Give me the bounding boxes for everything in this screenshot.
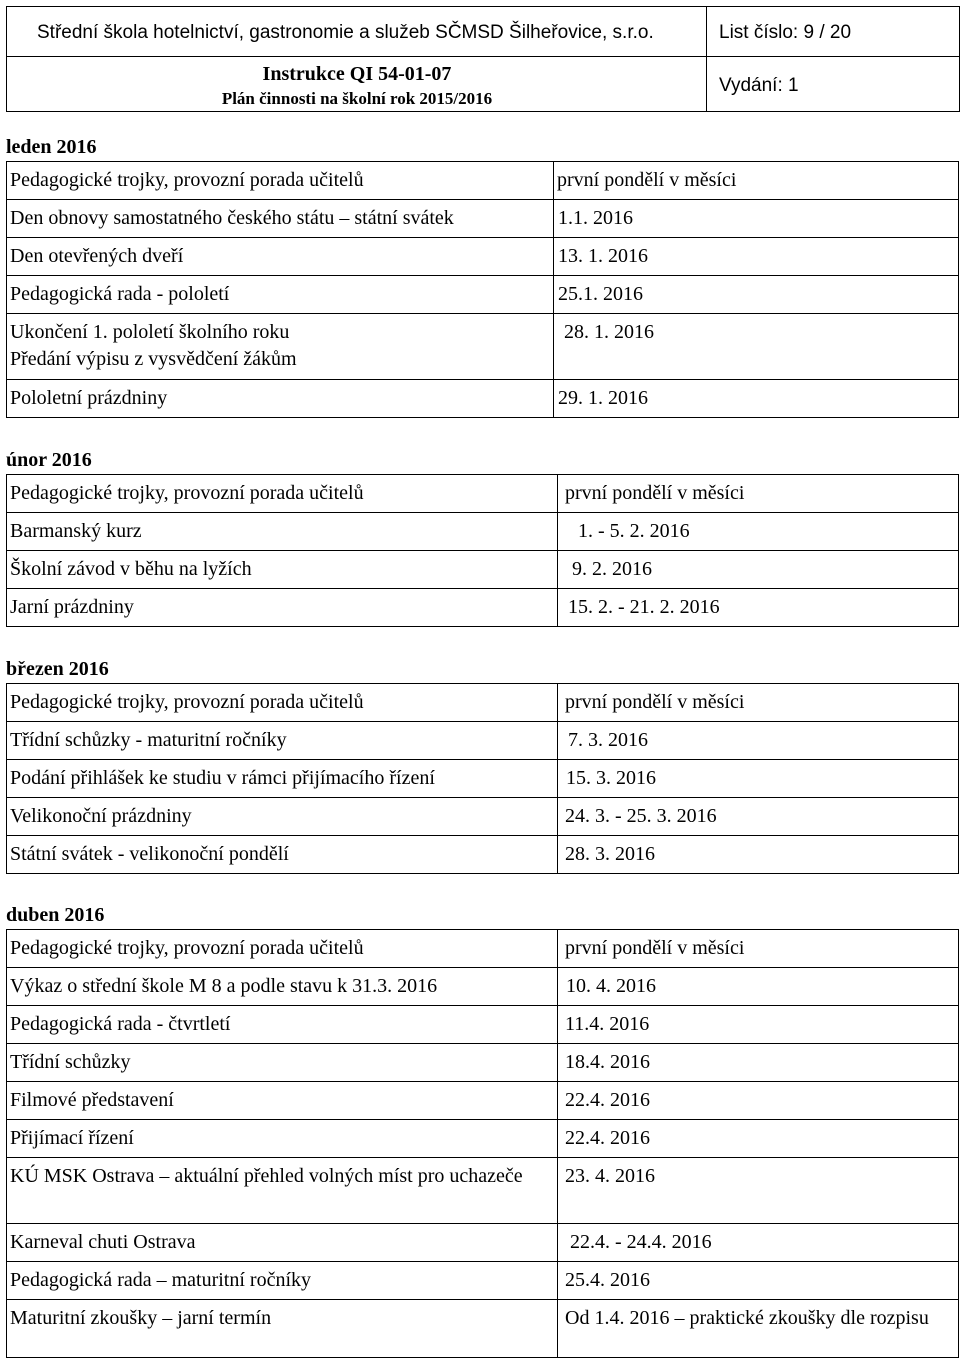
table-row [7,1158,959,1224]
event-cell: Pedagogické trojky, provozní porada učitelů [7,162,554,200]
section-title-unor: únor 2016 [6,449,92,471]
event-cell: Jarní prázdniny [7,589,558,627]
table-row [7,238,959,276]
event-cell: Velikonoční prázdniny [7,798,558,836]
event-cell: Barmanský kurz [7,513,558,551]
school-name: Střední škola hotelnictví, gastronomie a služeb SČMSD Šilheřovice, s.r.o. [37,22,654,43]
date-cell: 15. 2. - 21. 2. 2016 [558,589,959,627]
event-cell: Pedagogické trojky, provozní porada učitelů [7,684,558,722]
event-cell: Den obnovy samostatného českého státu – státní svátek [7,200,554,238]
page-number: List číslo: 9 / 20 [719,22,852,43]
edition: Vydání: 1 [719,75,799,96]
table-leden-rest [6,199,959,418]
table-brezen [6,683,959,874]
section-title-brezen: březen 2016 [6,658,109,680]
date-cell: první pondělí v měsíci [554,162,959,200]
table-row [7,1262,959,1300]
table-row [7,314,959,380]
header-bottom-row [6,56,960,112]
event-cell: Přijímací řízení [7,1120,558,1158]
event-cell: Školní závod v běhu na lyžích [7,551,558,589]
event-cell: Pedagogické trojky, provozní porada učitelů [7,930,558,968]
table-unor [6,474,959,627]
table-row [7,513,959,551]
event-line-2: Předání výpisu z vysvědčení žákům [10,348,297,370]
event-line-1: Ukončení 1. pololetí školního roku [10,321,290,343]
document-header [6,6,960,111]
event-cell: Třídní schůzky [7,1044,558,1082]
table-row [7,1300,959,1358]
date-cell: první pondělí v měsíci [558,475,959,513]
date-cell: 22.4. 2016 [558,1082,959,1120]
table-leden [6,161,959,200]
event-cell: Maturitní zkoušky – jarní termín [7,1300,558,1358]
date-cell: 1. - 5. 2. 2016 [558,513,959,551]
table-row [7,722,959,760]
header-divider [706,6,707,111]
date-cell: 29. 1. 2016 [554,380,959,418]
event-cell: Státní svátek - velikonoční pondělí [7,836,558,874]
event-cell: Pedagogická rada - pololetí [7,276,554,314]
plan-title: Plán činnosti na školní rok 2015/2016 [221,89,493,108]
table-row [7,551,959,589]
event-cell [7,314,554,380]
table-row [7,380,959,418]
table-row [7,162,959,200]
table-row [7,475,959,513]
date-cell: 1.1. 2016 [554,200,959,238]
event-cell: Den otevřených dveří [7,238,554,276]
section-title-leden: leden 2016 [6,136,97,158]
event-cell: Pedagogické trojky, provozní porada učitelů [7,475,558,513]
date-cell: 23. 4. 2016 [558,1158,959,1224]
date-cell: 9. 2. 2016 [558,551,959,589]
date-cell: 24. 3. - 25. 3. 2016 [558,798,959,836]
date-cell: 22.4. - 24.4. 2016 [558,1224,959,1262]
date-cell: první pondělí v měsíci [558,930,959,968]
date-cell: 13. 1. 2016 [554,238,959,276]
event-cell: Pololetní prázdniny [7,380,554,418]
date-cell: 15. 3. 2016 [558,760,959,798]
date-cell: 22.4. 2016 [558,1120,959,1158]
table-row [7,798,959,836]
table-row [7,589,959,627]
instruction-code: Instrukce QI 54-01-07 [262,63,452,85]
table-row [7,968,959,1006]
date-cell: 7. 3. 2016 [558,722,959,760]
table-row [7,1006,959,1044]
table-row [7,1044,959,1082]
table-row [7,760,959,798]
table-row [7,200,959,238]
event-cell: Pedagogická rada - čtvrtletí [7,1006,558,1044]
table-row [7,1082,959,1120]
date-cell: první pondělí v měsíci [558,684,959,722]
table-row [7,276,959,314]
date-cell: 11.4. 2016 [558,1006,959,1044]
section-title-duben: duben 2016 [6,904,105,926]
table-duben [6,929,959,1358]
table-row [7,836,959,874]
table-row [7,684,959,722]
table-row [7,1224,959,1262]
event-cell: Podání přihlášek ke studiu v rámci přijímacího řízení [7,760,558,798]
event-cell: Výkaz o střední škole M 8 a podle stavu k 31.3. 2016 [7,968,558,1006]
date-cell: 25.4. 2016 [558,1262,959,1300]
date-cell: Od 1.4. 2016 – praktické zkoušky dle rozpisu [558,1300,959,1358]
event-cell: Karneval chuti Ostrava [7,1224,558,1262]
table-row [7,1120,959,1158]
date-cell: 18.4. 2016 [558,1044,959,1082]
event-cell: KÚ MSK Ostrava – aktuální přehled volných míst pro uchazeče [7,1158,558,1224]
date-cell: 28. 3. 2016 [558,836,959,874]
date-cell: 28. 1. 2016 [554,314,959,380]
table-row [7,930,959,968]
date-cell: 25.1. 2016 [554,276,959,314]
header-top-row [6,6,960,57]
event-cell: Pedagogická rada – maturitní ročníky [7,1262,558,1300]
event-cell: Třídní schůzky - maturitní ročníky [7,722,558,760]
date-cell: 10. 4. 2016 [558,968,959,1006]
event-cell: Filmové představení [7,1082,558,1120]
